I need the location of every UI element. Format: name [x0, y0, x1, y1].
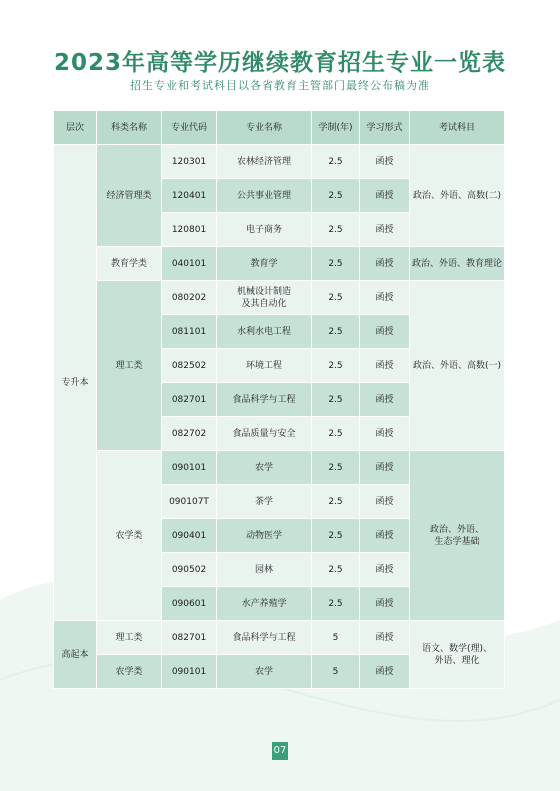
- major-cell: 食品科学与工程: [217, 383, 312, 417]
- category-cell: 农学类: [97, 655, 162, 689]
- mode-cell: 函授: [360, 655, 410, 689]
- mode-cell: 函授: [360, 179, 410, 213]
- major-cell: 公共事业管理: [217, 179, 312, 213]
- code-cell: 120401: [162, 179, 217, 213]
- duration-cell: 2.5: [312, 587, 360, 621]
- table-row: [54, 145, 505, 179]
- major-cell: 水利水电工程: [217, 315, 312, 349]
- major-cell: 电子商务: [217, 213, 312, 247]
- duration-cell: 2.5: [312, 349, 360, 383]
- duration-cell: 5: [312, 621, 360, 655]
- duration-cell: 2.5: [312, 451, 360, 485]
- duration-cell: 2.5: [312, 417, 360, 451]
- table-header-row: [54, 111, 505, 145]
- mode-cell: 函授: [360, 519, 410, 553]
- mode-cell: 函授: [360, 485, 410, 519]
- major-cell: 教育学: [217, 247, 312, 281]
- code-cell: 080202: [162, 281, 217, 315]
- major-cell: 园林: [217, 553, 312, 587]
- category-cell: 农学类: [97, 451, 162, 621]
- mode-cell: 函授: [360, 247, 410, 281]
- page-number: 07: [272, 742, 288, 760]
- category-cell: 经济管理类: [97, 145, 162, 247]
- mode-cell: 函授: [360, 553, 410, 587]
- code-cell: 082702: [162, 417, 217, 451]
- code-cell: 082502: [162, 349, 217, 383]
- mode-cell: 函授: [360, 417, 410, 451]
- mode-cell: 函授: [360, 587, 410, 621]
- major-cell: 食品质量与安全: [217, 417, 312, 451]
- duration-cell: 2.5: [312, 179, 360, 213]
- mode-cell: 函授: [360, 621, 410, 655]
- exam-cell: 政治、外语、教育理论: [410, 247, 505, 281]
- major-cell: 环境工程: [217, 349, 312, 383]
- major-cell: 农学: [217, 655, 312, 689]
- header-mode: 学习形式: [360, 111, 410, 145]
- major-cell: 食品科学与工程: [217, 621, 312, 655]
- level-cell: 专升本: [54, 145, 97, 621]
- mode-cell: 函授: [360, 451, 410, 485]
- code-cell: 090601: [162, 587, 217, 621]
- duration-cell: 2.5: [312, 383, 360, 417]
- major-cell: 水产养殖学: [217, 587, 312, 621]
- page-title: 2023年高等学历继续教育招生专业一览表: [53, 50, 506, 76]
- code-cell: 082701: [162, 621, 217, 655]
- table-row: [54, 281, 505, 315]
- level-cell: 高起本: [54, 621, 97, 689]
- duration-cell: 2.5: [312, 519, 360, 553]
- code-cell: 082701: [162, 383, 217, 417]
- duration-cell: 2.5: [312, 213, 360, 247]
- code-cell: 090401: [162, 519, 217, 553]
- header-duration: 学制(年): [312, 111, 360, 145]
- duration-cell: 2.5: [312, 145, 360, 179]
- mode-cell: 函授: [360, 281, 410, 315]
- category-cell: 理工类: [97, 621, 162, 655]
- code-cell: 090107T: [162, 485, 217, 519]
- duration-cell: 2.5: [312, 485, 360, 519]
- duration-cell: 2.5: [312, 247, 360, 281]
- major-cell: 农学: [217, 451, 312, 485]
- code-cell: 081101: [162, 315, 217, 349]
- category-cell: 教育学类: [97, 247, 162, 281]
- code-cell: 120801: [162, 213, 217, 247]
- header-code: 专业代码: [162, 111, 217, 145]
- majors-table: [53, 110, 505, 689]
- major-cell: 动物医学: [217, 519, 312, 553]
- table-row: [54, 451, 505, 485]
- header-exam: 考试科目: [410, 111, 505, 145]
- code-cell: 090502: [162, 553, 217, 587]
- category-cell: 理工类: [97, 281, 162, 451]
- duration-cell: 2.5: [312, 553, 360, 587]
- duration-cell: 5: [312, 655, 360, 689]
- mode-cell: 函授: [360, 145, 410, 179]
- header-major: 专业名称: [217, 111, 312, 145]
- code-cell: 090101: [162, 451, 217, 485]
- code-cell: 090101: [162, 655, 217, 689]
- exam-cell: 政治、外语、 生态学基础: [410, 451, 505, 621]
- table-row: [54, 247, 505, 281]
- table-row: [54, 621, 505, 655]
- header-category: 科类名称: [97, 111, 162, 145]
- mode-cell: 函授: [360, 349, 410, 383]
- page-subtitle: 招生专业和考试科目以各省教育主管部门最终公布稿为准: [130, 79, 430, 92]
- header-level: 层次: [54, 111, 97, 145]
- code-cell: 120301: [162, 145, 217, 179]
- exam-cell: 政治、外语、高数(一): [410, 281, 505, 451]
- major-cell: 农林经济管理: [217, 145, 312, 179]
- duration-cell: 2.5: [312, 315, 360, 349]
- major-cell: 茶学: [217, 485, 312, 519]
- mode-cell: 函授: [360, 315, 410, 349]
- exam-cell: 政治、外语、高数(二): [410, 145, 505, 247]
- exam-cell: 语文、数学(理)、 外语、理化: [410, 621, 505, 689]
- mode-cell: 函授: [360, 213, 410, 247]
- mode-cell: 函授: [360, 383, 410, 417]
- major-cell: 机械设计制造 及其自动化: [217, 281, 312, 315]
- code-cell: 040101: [162, 247, 217, 281]
- duration-cell: 2.5: [312, 281, 360, 315]
